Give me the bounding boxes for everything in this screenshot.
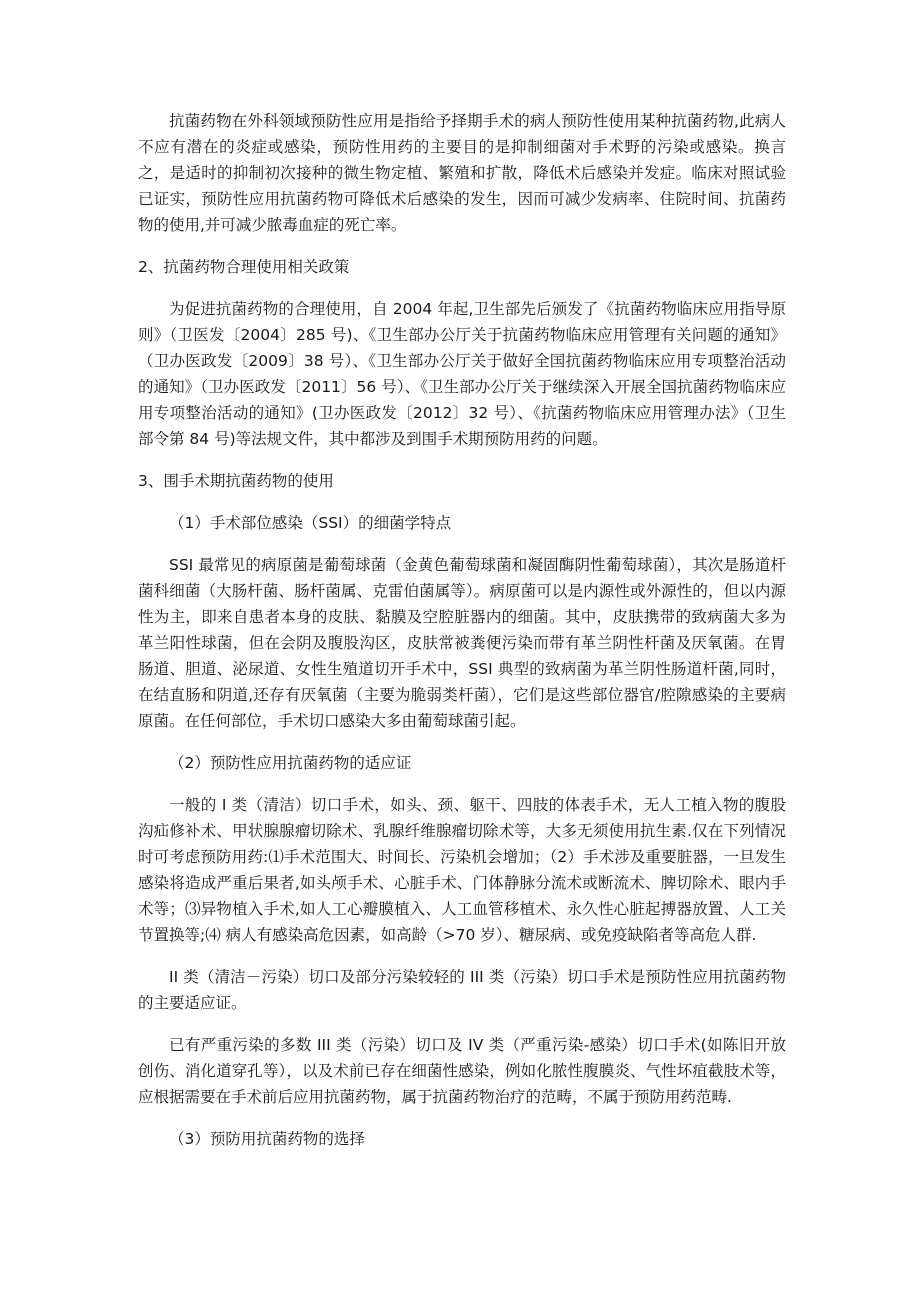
- intro-paragraph: 抗菌药物在外科领域预防性应用是指给予择期手术的病人预防性使用某种抗菌药物,此病人不应有潜在的炎症或感染，预防性用药的主要目的是抑制细菌对手术野的污染或感染。换言之，是适时的抑制初次接种的微生物定植、繁殖和扩散，降低术后感染并发症。临床对照试验已证实，预防性应用抗菌药物可降低术后感染的发生，因而可减少发病率、住院时间、抗菌药物的使用,并可减少脓毒血症的死亡率。: [138, 112, 786, 234]
- indications-paragraph-class-i: 一般的 I 类（清洁）切口手术，如头、颈、躯干、四肢的体表手术，无人工植入物的腹股沟疝修补术、甲状腺腺瘤切除术、乳腺纤维腺瘤切除术等，大多无须使用抗生素.仅在下列情况时可考虑预防用药:⑴手术范围大、时间长、污染机会增加；（2）手术涉及重要脏器，一旦发生感染将造成严重后果者,如头颅手术、心脏手术、门体静脉分流术或断流术、脾切除术、眼内手术等；⑶异物植入手术,如人工心瓣膜植入、人工血管移植术、永久性心脏起搏器放置、人工关节置换等;⑷ 病人有感染高危因素，如高龄（>70 岁）、糖尿病、或免疫缺陷者等高危人群.: [138, 796, 786, 944]
- indications-paragraph-class-iii-iv: 已有严重污染的多数 III 类（污染）切口及 IV 类（严重污染-感染）切口手术(如陈旧开放创伤、消化道穿孔等），以及术前已存在细菌性感染，例如化脓性腹膜炎、气性坏疽截肢术等，应根据需要在手术前后应用抗菌药物，属于抗菌药物治疗的范畴，不属于预防用药范畴.: [138, 1036, 786, 1106]
- section-heading-policy: 2、抗菌药物合理使用相关政策: [138, 258, 350, 276]
- ssi-bacteriology-paragraph: SSI 最常见的病原菌是葡萄球菌（金黄色葡萄球菌和凝固酶阴性葡萄球菌），其次是肠道杆菌科细菌（大肠杆菌、肠杆菌属、克雷伯菌属等）。病原菌可以是内源性或外源性的，但以内源性为主，即来自患者本身的皮肤、黏膜及空腔脏器内的细菌。其中，皮肤携带的致病菌大多为革兰阳性球菌，但在会阴及腹股沟区，皮肤常被粪便污染而带有革兰阴性杆菌及厌氧菌。在胃肠道、胆道、泌尿道、女性生殖道切开手术中，SSI 典型的致病菌为革兰阴性肠道杆菌,同时，在结直肠和阴道,还存有厌氧菌（主要为脆弱类杆菌），它们是这些部位器官/腔隙感染的主要病原菌。在任何部位，手术切口感染大多由葡萄球菌引起。: [138, 556, 786, 730]
- subheading-ssi-bacteriology: （1）手术部位感染（SSI）的细菌学特点: [169, 514, 452, 532]
- section-heading-perioperative: 3、围手术期抗菌药物的使用: [138, 472, 334, 490]
- indications-paragraph-class-ii: II 类（清洁－污染）切口及部分污染较轻的 III 类（污染）切口手术是预防性应用抗菌药物的主要适应证。: [138, 968, 786, 1012]
- subheading-drug-selection: （3）预防用抗菌药物的选择: [169, 1130, 365, 1148]
- subheading-indications: （2）预防性应用抗菌药物的适应证: [169, 754, 412, 772]
- policy-paragraph: 为促进抗菌药物的合理使用，自 2004 年起,卫生部先后颁发了《抗菌药物临床应用指导原则》（卫医发〔2004〕285 号)、《卫生部办公厅关于抗菌药物临床应用管理有关问题的通知》（卫办医政发〔2009〕38 号）、《卫生部办公厅关于做好全国抗菌药物临床应用专项整治活动的通知》（卫办医政发〔2011〕56 号）、《卫生部办公厅关于继续深入开展全国抗菌药物临床应用专项整治活动的通知》(卫办医政发〔2012〕32 号）、《抗菌药物临床应用管理办法》（卫生部令第 84 号)等法规文件，其中都涉及到围手术期预防用药的问题。: [138, 300, 786, 448]
- document-body: [138, 108, 786, 1168]
